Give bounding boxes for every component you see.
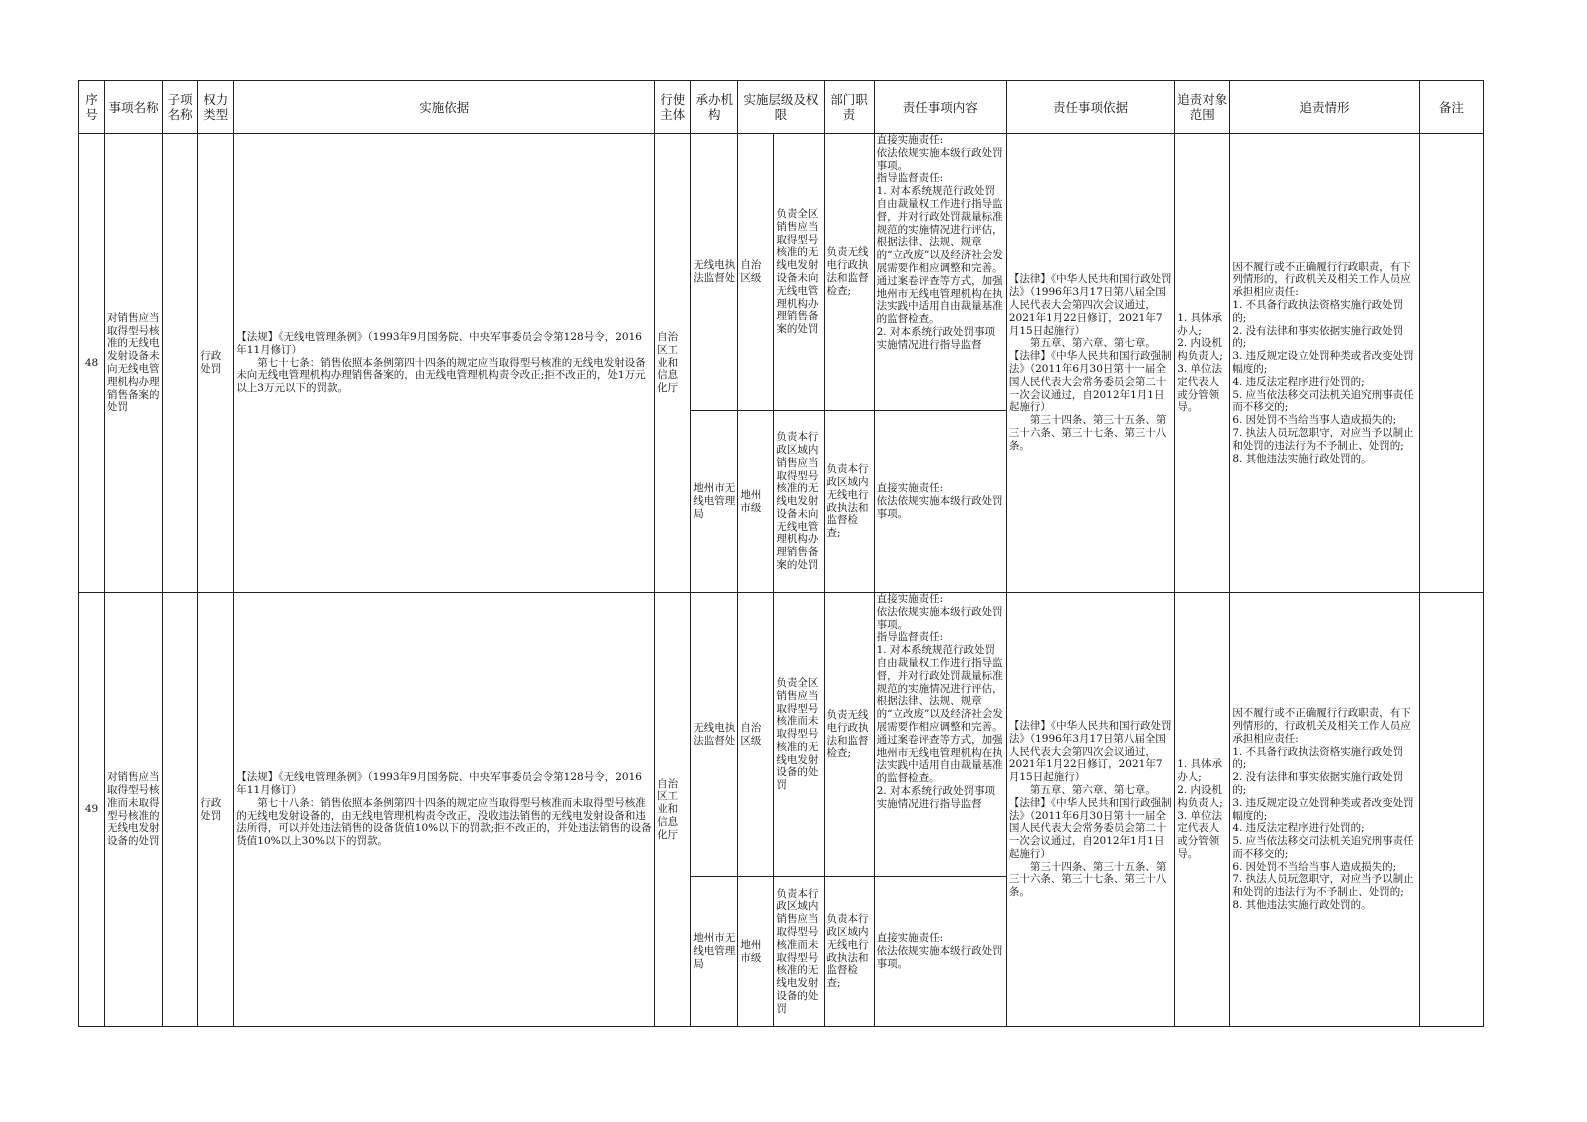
cell-seq: 48 [79,134,105,593]
cell-scope: 1. 具体承办人; 2. 内设机构负责人; 3. 单位法定代表人或分管领导。 [1175,593,1230,1027]
header-scope: 追责对象范围 [1175,81,1230,134]
cell-name: 对销售应当取得型号核准而未取得型号核准的无线电发射设备的处罚 [105,593,163,1027]
cell-type: 行政处罚 [198,593,234,1027]
cell-auth: 负责本行政区域内销售应当取得型号核准而未取得型号核准的无线电发射设备的处罚 [774,877,824,1027]
cell-scope: 1. 具体承办人; 2. 内设机构负责人; 3. 单位法定代表人或分管领导。 [1175,134,1230,593]
cell-resp-basis: 【法律】《中华人民共和国行政处罚法》（1996年3月17日第八届全国人民代表大会第四次会议通过，2021年1月22日修订，2021年7月15日起施行） 第五章、第六章、第七章。 【法律】《中华人民共和国行政强制法》（2011年6月30日第十一届全国人民代表大会常务委员会第二十一次会议通过，自2012年1月1日起施行） 第三十四条、第三十五条、第三十六条、第三十七条、第三十八条。 [1006,134,1174,593]
cell-level: 地州市级 [738,877,774,1027]
cell-subject: 自治区工业和信息化厅 [655,593,691,1027]
header-dept: 承办机构 [691,81,738,134]
cell-content: 直接实施责任: 依法依规实施本级行政处罚事项。 [874,411,1006,593]
cell-duty: 负责无线电行政执法和监督检查; [824,593,874,877]
cell-content: 直接实施责任: 依法依规实施本级行政处罚事项。 [874,877,1006,1027]
header-seq: 序号 [79,81,105,134]
cell-dept: 地州市无线电管理局 [691,877,738,1027]
cell-content: 直接实施责任: 依法依规实施本级行政处罚事项。 指导监督责任: 1. 对本系统规范行政处罚自由裁量权工作进行指导监督，并对行政处罚裁量标准规范的实施情况进行评估，根据法律、法规、规章的“立改废”以及经济社会发展需要作相应调整和完善。通过案卷评查等方式，加强地州市无线电管理机构在执法实践中适用自由裁量基准的监督检查。 2. 对本系统行政处罚事项实施情况进行指导监督 [874,134,1006,411]
cell-subject: 自治区工业和信息化厅 [655,134,691,593]
responsibility-table [78,80,1484,1027]
cell-duty: 负责无线电行政执法和监督检查; [824,134,874,411]
cell-duty: 负责本行政区域内无线电行政执法和监督检查; [824,411,874,593]
table-row [79,134,1484,411]
header-type: 权力类型 [198,81,234,134]
cell-situations: 因不履行或不正确履行行政职责，有下列情形的，行政机关及相关工作人员应承担相应责任: 1. 不具备行政执法资格实施行政处罚的; 2. 没有法律和事实依据实施行政处罚的; 3. 违反规定设立处罚种类或者改变处罚幅度的; 4. 违反法定程序进行处罚的; 5. 应当依法移交司法机关追究刑事责任而不移交的; 6. 因处罚不当给当事人造成损失的; 7. 执法人员玩忽职守，对应当予以制止和处罚的违法行为不予制止、处罚的; 8. 其他违法实施行政处罚的。 [1230,134,1419,593]
header-note: 备注 [1419,81,1483,134]
header-row [79,81,1484,134]
header-duty: 部门职责 [824,81,874,134]
header-content: 责任事项内容 [874,81,1006,134]
cell-seq: 49 [79,593,105,1027]
cell-resp-basis: 【法律】《中华人民共和国行政处罚法》（1996年3月17日第八届全国人民代表大会第四次会议通过，2021年1月22日修订，2021年7月15日起施行） 第五章、第六章、第七章。 【法律】《中华人民共和国行政强制法》（2011年6月30日第十一届全国人民代表大会常务委员会第二十一次会议通过，自2012年1月1日起施行） 第三十四条、第三十五条、第三十六条、第三十七条、第三十八条。 [1006,593,1174,1027]
header-basis: 实施依据 [234,81,655,134]
cell-basis: 【法规】《无线电管理条例》（1993年9月国务院、中央军事委员会令第128号令，2016年11月修订） 第七十七条：销售依照本条例第四十四条的规定应当取得型号核准的无线电发射设备未向无线电管理机构办理销售备案的，由无线电管理机构责令改正;拒不改正的，处1万元以上3万元以下的罚款。 [234,134,655,593]
cell-level: 自治区级 [738,593,774,877]
cell-level: 自治区级 [738,134,774,411]
cell-situations: 因不履行或不正确履行行政职责，有下列情形的，行政机关及相关工作人员应承担相应责任: 1. 不具备行政执法资格实施行政处罚的; 2. 没有法律和事实依据实施行政处罚的; 3. 违反规定设立处罚种类或者改变处罚幅度的; 4. 违反法定程序进行处罚的; 5. 应当依法移交司法机关追究刑事责任而不移交的; 6. 因处罚不当给当事人造成损失的; 7. 执法人员玩忽职守，对应当予以制止和处罚的违法行为不予制止、处罚的; 8. 其他违法实施行政处罚的。 [1230,593,1419,1027]
cell-level: 地州市级 [738,411,774,593]
header-resp-basis: 责任事项依据 [1006,81,1174,134]
cell-duty: 负责本行政区域内无线电行政执法和监督检查; [824,877,874,1027]
cell-dept: 地州市无线电管理局 [691,411,738,593]
cell-dept: 无线电执法监督处 [691,593,738,877]
header-situations: 追责情形 [1230,81,1419,134]
cell-note [1419,593,1483,1027]
cell-auth: 负责全区销售应当取得型号核准而未取得型号核准的无线电发射设备的处罚 [774,593,824,877]
table-row [79,593,1484,877]
header-sub: 子项名称 [163,81,198,134]
cell-note [1419,134,1483,593]
header-name: 事项名称 [105,81,163,134]
header-level: 实施层级及权限 [738,81,824,134]
cell-content: 直接实施责任: 依法依规实施本级行政处罚事项。 指导监督责任: 1. 对本系统规范行政处罚自由裁量权工作进行指导监督，并对行政处罚裁量标准规范的实施情况进行评估，根据法律、法规、规章的“立改废”以及经济社会发展需要作相应调整和完善。通过案卷评查等方式，加强地州市无线电管理机构在执法实践中适用自由裁量基准的监督检查。 2. 对本系统行政处罚事项实施情况进行指导监督 [874,593,1006,877]
cell-sub [163,134,198,593]
cell-dept: 无线电执法监督处 [691,134,738,411]
cell-sub [163,593,198,1027]
cell-name: 对销售应当取得型号核准的无线电发射设备未向无线电管理机构办理销售备案的处罚 [105,134,163,593]
header-subject: 行使主体 [655,81,691,134]
cell-type: 行政处罚 [198,134,234,593]
cell-auth: 负责本行政区域内销售应当取得型号核准的无线电发射设备未向无线电管理机构办理销售备案的处罚 [774,411,824,593]
cell-auth: 负责全区销售应当取得型号核准的无线电发射设备未向无线电管理机构办理销售备案的处罚 [774,134,824,411]
cell-basis: 【法规】《无线电管理条例》（1993年9月国务院、中央军事委员会令第128号令，2016年11月修订） 第七十八条：销售依照本条例第四十四条的规定应当取得型号核准而未取得型号核准的无线电发射设备的，由无线电管理机构责令改正，没收违法销售的无线电发射设备和违法所得，可以并处违法销售的设备货值10%以下的罚款;拒不改正的，并处违法销售的设备货值10%以上30%以下的罚款。 [234,593,655,1027]
